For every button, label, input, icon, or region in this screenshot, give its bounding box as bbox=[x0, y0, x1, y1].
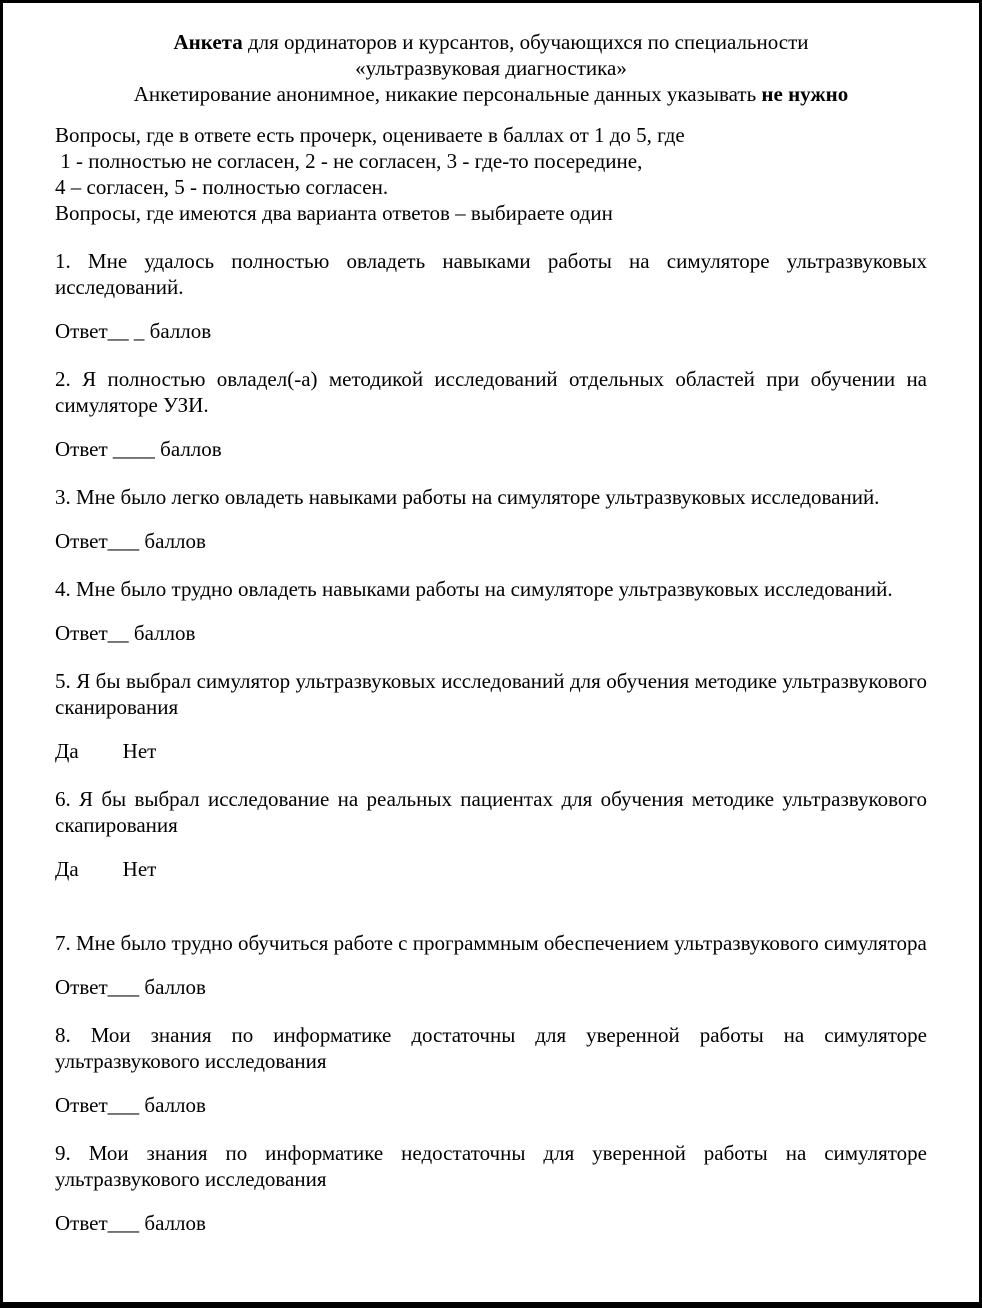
question-2-text: 2. Я полностью овладел(-а) методикой исследований отдельных областей при обучении на симуляторе УЗИ. bbox=[55, 367, 927, 417]
header-line-3 bbox=[55, 81, 927, 107]
question-block-1 bbox=[55, 248, 927, 344]
document-content bbox=[3, 3, 979, 1236]
question-block-9 bbox=[55, 1140, 927, 1236]
question-9-text: 9. Мои знания по информатике недостаточны для уверенной работы на симуляторе ультразвукового исследования bbox=[55, 1141, 927, 1191]
question-6-answer-options bbox=[55, 856, 927, 882]
header-line-1-bold: Анкета bbox=[173, 30, 243, 54]
question-5-text: 5. Я бы выбрал симулятор ультразвуковых исследований для обучения методике ультразвукового сканирования bbox=[55, 669, 927, 719]
instructions-block bbox=[55, 122, 927, 226]
question-8-answer-blank[interactable]: Ответ___ баллов bbox=[55, 1093, 206, 1117]
question-8-text: 8. Мои знания по информатике достаточны для уверенной работы на симуляторе ультразвукового исследования bbox=[55, 1023, 927, 1073]
header-line-1 bbox=[55, 29, 927, 55]
question-block-8 bbox=[55, 1022, 927, 1118]
question-9-answer-blank[interactable]: Ответ___ баллов bbox=[55, 1211, 206, 1235]
question-block-7 bbox=[55, 930, 927, 1000]
header-line-2: «ультразвуковая диагностика» bbox=[355, 56, 627, 80]
question-4-answer-blank[interactable]: Ответ__ баллов bbox=[55, 621, 196, 645]
question-2-answer-blank[interactable]: Ответ ____ баллов bbox=[55, 437, 222, 461]
question-4-text: 4. Мне было трудно овладеть навыками работы на симуляторе ультразвуковых исследований. bbox=[55, 577, 893, 601]
question-3-text: 3. Мне было легко овладеть навыками работы на симуляторе ультразвуковых исследований. bbox=[55, 485, 880, 509]
question-6-text: 6. Я бы выбрал исследование на реальных пациентах для обучения методике ультразвукового скапирования bbox=[55, 787, 927, 837]
question-5-answer-options bbox=[55, 738, 927, 764]
instruction-line-3: 4 – согласен, 5 - полностью согласен. bbox=[55, 175, 389, 199]
question-7-text: 7. Мне было трудно обучиться работе с программным обеспечением ультразвукового симулятора bbox=[55, 931, 927, 955]
question-block-6 bbox=[55, 786, 927, 882]
instruction-line-4: Вопросы, где имеются два варианта ответов – выбираете один bbox=[55, 201, 613, 225]
question-1-text: 1. Мне удалось полностью овладеть навыками работы на симуляторе ультразвуковых исследований. bbox=[55, 249, 927, 299]
question-block-5 bbox=[55, 668, 927, 764]
instruction-line-1: Вопросы, где в ответе есть прочерк, оцениваете в баллах от 1 до 5, где bbox=[55, 123, 685, 147]
question-6-option-no[interactable]: Нет bbox=[122, 857, 157, 881]
document-header bbox=[55, 29, 927, 107]
instruction-line-2: 1 - полностью не согласен, 2 - не согласен, 3 - где-то посередине, bbox=[55, 149, 643, 173]
question-7-answer-blank[interactable]: Ответ___ баллов bbox=[55, 975, 206, 999]
header-line-1-rest: для ординаторов и курсантов, обучающихся по специальности bbox=[242, 30, 809, 54]
question-block-4 bbox=[55, 576, 927, 646]
question-1-answer-blank[interactable]: Ответ__ _ баллов bbox=[55, 319, 212, 343]
question-block-2 bbox=[55, 366, 927, 462]
question-block-3 bbox=[55, 484, 927, 554]
question-6-option-yes[interactable]: Да bbox=[55, 857, 79, 881]
question-5-option-yes[interactable]: Да bbox=[55, 739, 79, 763]
header-line-3-rest: Анкетирование анонимное, никакие персональные данных указывать bbox=[133, 82, 762, 106]
question-5-option-no[interactable]: Нет bbox=[122, 739, 157, 763]
question-3-answer-blank[interactable]: Ответ___ баллов bbox=[55, 529, 206, 553]
header-line-3-bold: не нужно bbox=[761, 82, 849, 106]
